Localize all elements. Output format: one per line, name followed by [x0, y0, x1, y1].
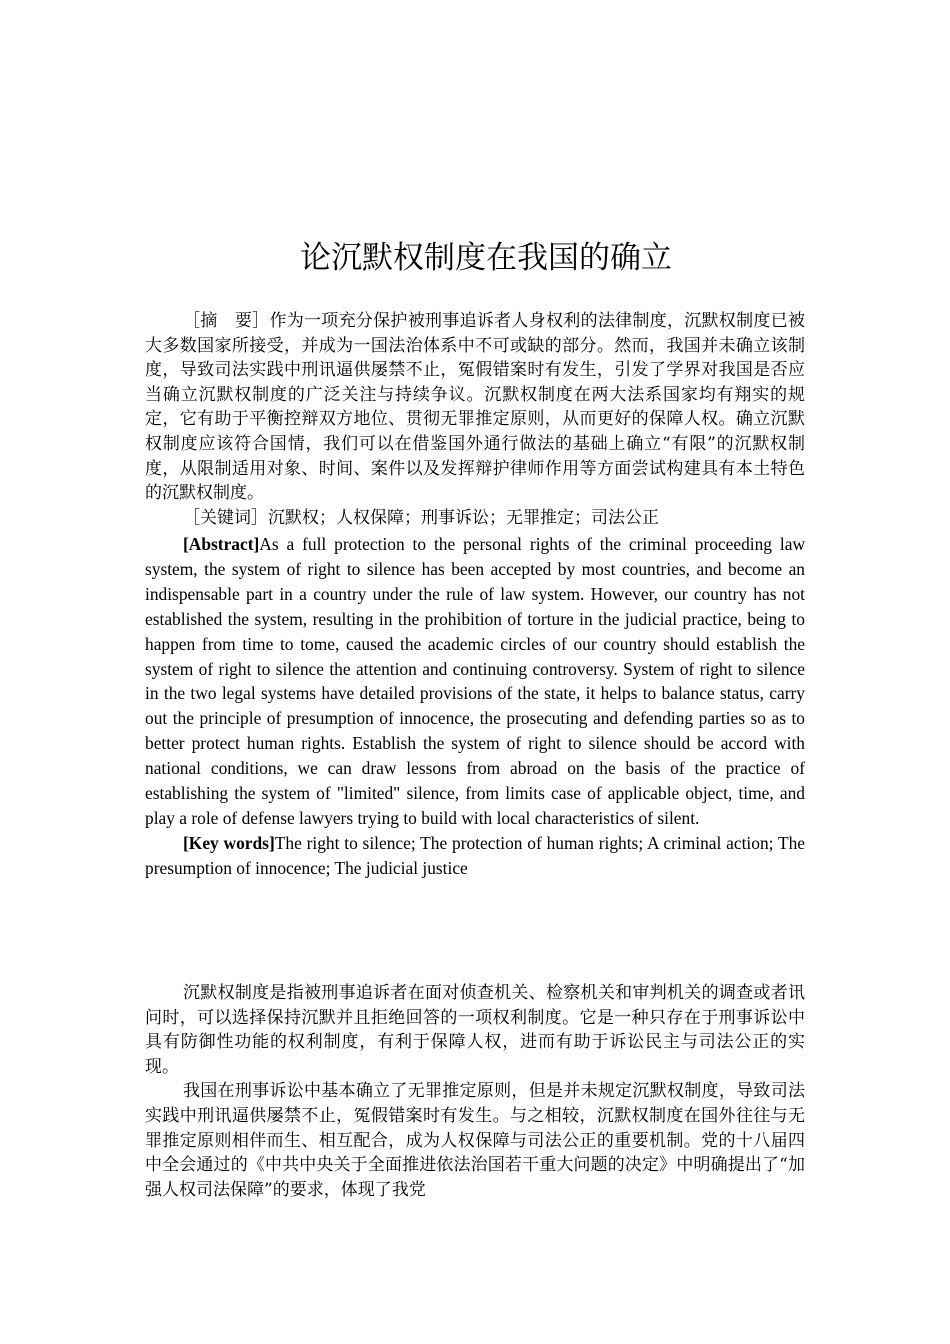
english-abstract: [145, 532, 805, 831]
english-keywords-text: The right to silence; The protection of human rights; A criminal action; The presumption of innocence; The judicial justice: [145, 832, 805, 878]
english-abstract-section: [145, 532, 805, 881]
body-paragraph: 我国在刑事诉讼中基本确立了无罪推定原则，但是并未规定沉默权制度，导致司法实践中刑讯逼供屡禁不止，冤假错案时有发生。与之相较，沉默权制度在国外往往与无罪推定原则相伴而生、相互配合，成为人权保障与司法公正的重要机制。党的十八届四中全会通过的《中共中央关于全面推进依法治国若干重大问题的决定》中明确提出了“加强人权司法保障”的要求，体现了我党: [145, 1081, 805, 1200]
body-paragraph: 沉默权制度是指被刑事追诉者在面对侦查机关、检察机关和审判机关的调查或者讯问时，可以选择保持沉默并且拒绝回答的一项权利制度。它是一种只存在于刑事诉讼中具有防御性功能的权利制度，有利于保障人权，进而有助于诉讼民主与司法公正的实现。: [145, 983, 805, 1077]
english-abstract-text: As a full protection to the personal rights of the criminal proceeding law system, the system of right to silence has been accepted by most countries, and become an indispensable part in a country under the rule of law system. However, our country has not established the system, resulting in the prohibition of torture in the judicial practice, being to happen from time to tome, caused the academic circles of our country should establish the system of right to silence the attention and continuing controversy. System of right to silence in the two legal systems have detailed provisions of the state, it helps to balance status, carry out the principle of presumption of innocence, the prosecuting and defending parties so as to better protect human rights. Establish the system of right to silence should be accord with national conditions, we can draw lessons from abroad on the basis of the practice of establishing the system of "limited" silence, from limits case of applicable object, time, and play a role of defense lawyers trying to build with local characteristics of silent.: [145, 534, 805, 828]
english-abstract-label: [Abstract]: [183, 534, 260, 554]
chinese-abstract-text: 作为一项充分保护被刑事追诉者人身权利的法律制度，沉默权制度已被大多数国家所接受，并成为一国法治体系中不可或缺的部分。然而，我国并未确立该制度，导致司法实践中刑讯逼供屡禁不止，冤假错案时有发生，引发了学界对我国是否应当确立沉默权制度的广泛关注与持续争议。沉默权制度在两大法系国家均有翔实的规定，它有助于平衡控辩双方地位、贯彻无罪推定原则，从而更好的保障人权。确立沉默权制度应该符合国情，我们可以在借鉴国外通行做法的基础上确立“有限”的沉默权制度，从限制适用对象、时间、案件以及发挥辩护律师作用等方面尝试构建具有本土特色的沉默权制度。: [145, 311, 806, 504]
english-keywords: [145, 831, 805, 881]
chinese-abstract-label: ［摘 要］: [183, 311, 270, 331]
chinese-keywords-label: ［关键词］: [183, 507, 268, 528]
chinese-abstract-section: [145, 309, 805, 530]
chinese-abstract: [145, 309, 805, 506]
chinese-keywords: [145, 506, 805, 531]
page-title: 论沉默权制度在我国的确立: [300, 240, 672, 276]
english-keywords-label: [Key words]: [183, 832, 275, 853]
body-section: [145, 981, 805, 1202]
chinese-keywords-text: 沉默权；人权保障；刑事诉讼；无罪推定；司法公正: [268, 507, 659, 528]
